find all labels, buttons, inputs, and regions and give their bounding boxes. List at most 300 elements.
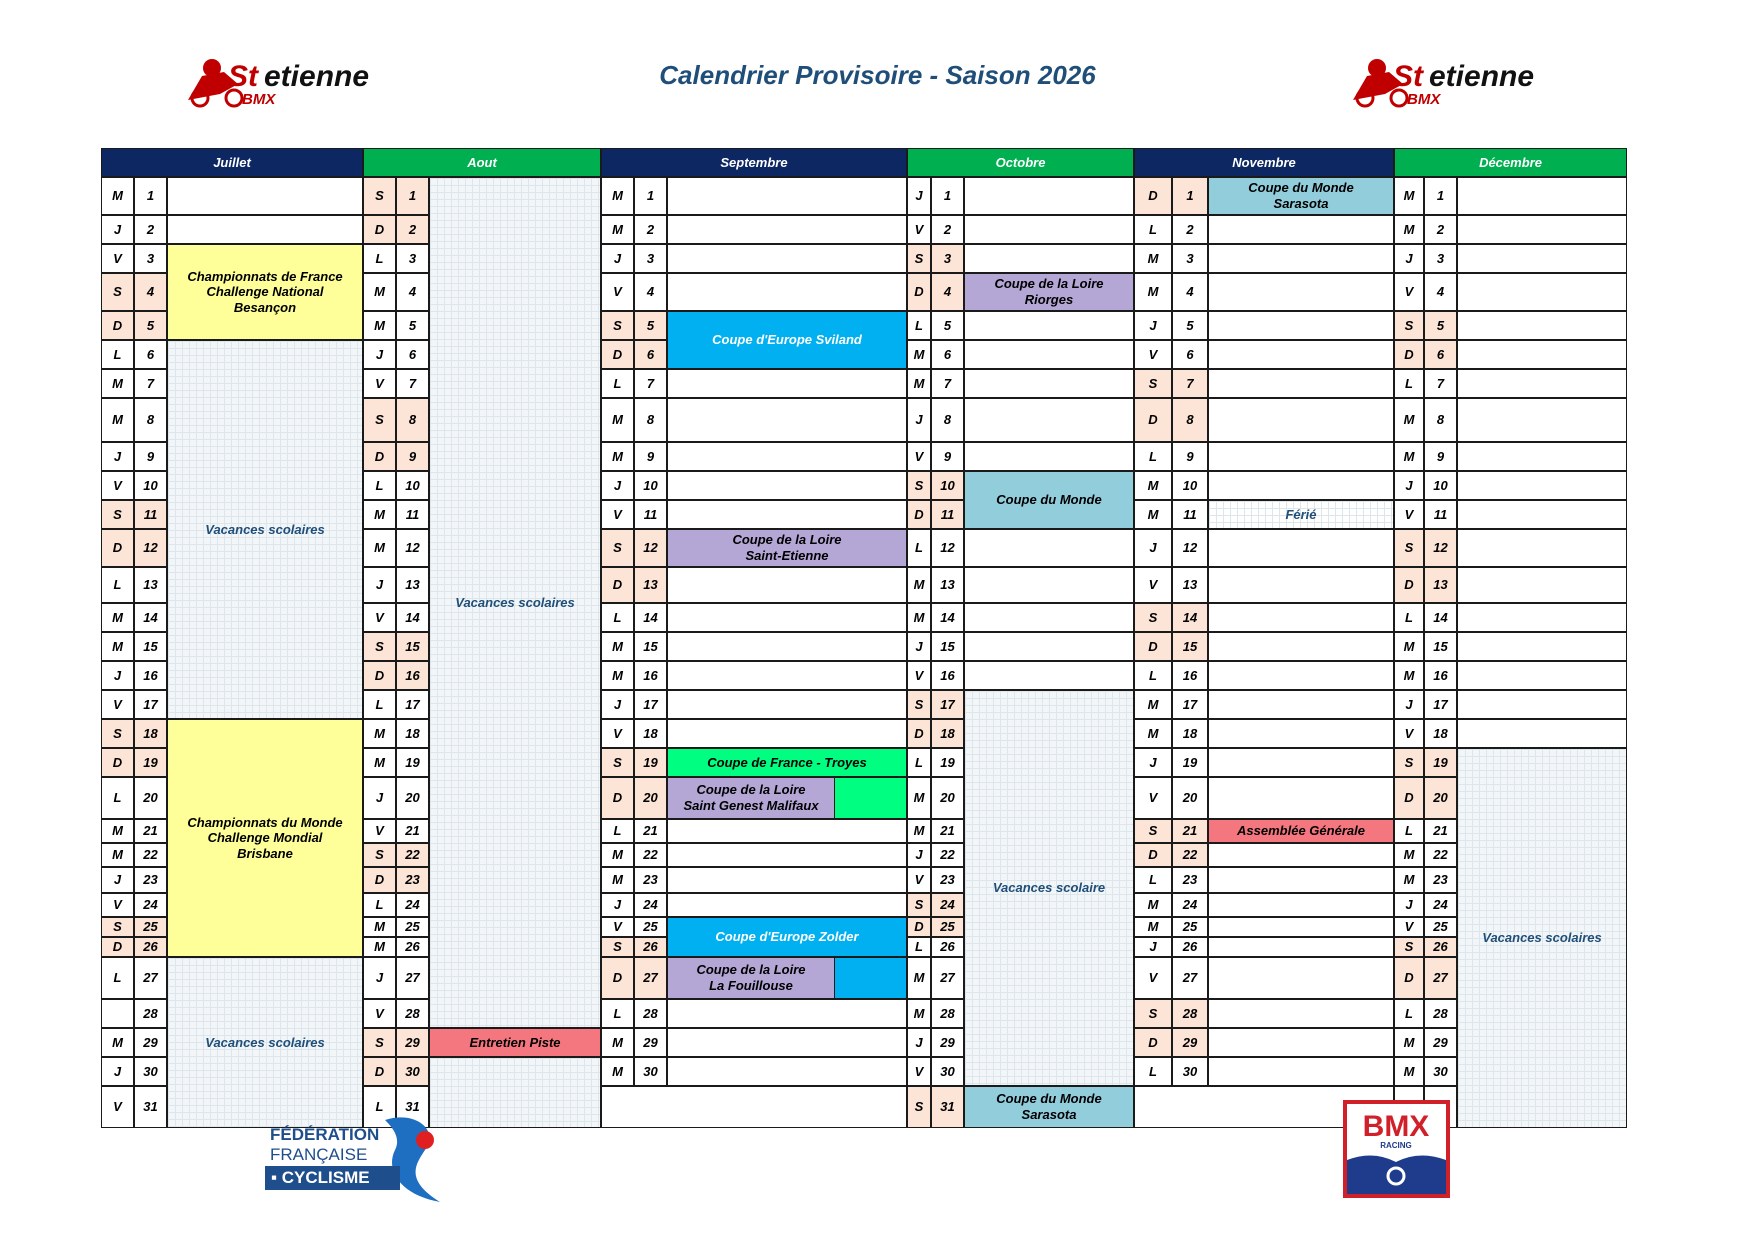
empty-event-cell xyxy=(1457,529,1627,567)
empty-event-cell xyxy=(1457,215,1627,244)
empty-event-cell xyxy=(667,567,907,603)
day-number: 31 xyxy=(931,1086,964,1128)
day-letter xyxy=(101,999,134,1028)
day-letter: D xyxy=(601,567,634,603)
day-number: 11 xyxy=(634,500,667,529)
empty-event-cell xyxy=(1208,893,1394,917)
day-letter: M xyxy=(601,661,634,690)
day-letter: S xyxy=(907,244,931,273)
event-label: Coupe du Monde xyxy=(996,1091,1102,1107)
day-number: 6 xyxy=(634,340,667,369)
day-number: 13 xyxy=(634,567,667,603)
day-number: 6 xyxy=(134,340,167,369)
day-number: 4 xyxy=(1424,273,1457,311)
day-number: 1 xyxy=(931,177,964,215)
day-number: 6 xyxy=(396,340,429,369)
day-number: 17 xyxy=(1172,690,1208,719)
day-letter: J xyxy=(363,777,396,819)
day-letter: D xyxy=(601,340,634,369)
day-number: 13 xyxy=(1424,567,1457,603)
day-letter: D xyxy=(1394,567,1424,603)
day-letter: J xyxy=(101,867,134,893)
day-number: 5 xyxy=(1172,311,1208,340)
empty-event-cell xyxy=(964,215,1134,244)
day-letter: M xyxy=(101,177,134,215)
day-number: 5 xyxy=(634,311,667,340)
day-number: 7 xyxy=(634,369,667,398)
empty-event-cell xyxy=(667,893,907,917)
day-number: 12 xyxy=(1172,529,1208,567)
day-number: 2 xyxy=(134,215,167,244)
event-label: Coupe de France - Troyes xyxy=(707,754,867,770)
day-letter: V xyxy=(907,867,931,893)
day-letter: L xyxy=(1394,999,1424,1028)
event-cell xyxy=(167,215,363,244)
empty-event-cell xyxy=(1457,442,1627,471)
day-letter: L xyxy=(601,819,634,843)
day-number: 10 xyxy=(1172,471,1208,500)
day-number: 3 xyxy=(931,244,964,273)
empty-event-cell xyxy=(1457,567,1627,603)
day-letter: M xyxy=(101,843,134,867)
day-number: 21 xyxy=(634,819,667,843)
day-letter: J xyxy=(1134,529,1172,567)
event-cell xyxy=(667,311,907,369)
day-letter: M xyxy=(601,1057,634,1086)
day-letter: M xyxy=(363,500,396,529)
day-letter: M xyxy=(601,177,634,215)
day-number: 15 xyxy=(396,632,429,661)
day-number: 31 xyxy=(396,1086,429,1128)
day-letter: M xyxy=(101,632,134,661)
day-number: 2 xyxy=(1424,215,1457,244)
day-letter: M xyxy=(1134,690,1172,719)
day-letter: L xyxy=(1394,603,1424,632)
day-letter: V xyxy=(907,1057,931,1086)
day-number: 20 xyxy=(634,777,667,819)
empty-event-cell xyxy=(667,819,907,843)
empty-event-cell xyxy=(1457,500,1627,529)
day-number: 4 xyxy=(134,273,167,311)
day-letter: J xyxy=(1134,937,1172,957)
svg-text:etienne: etienne xyxy=(1429,60,1535,93)
day-letter: V xyxy=(363,819,396,843)
event-label: Sarasota xyxy=(1021,1107,1077,1122)
day-number: 4 xyxy=(634,273,667,311)
event-cell xyxy=(964,273,1134,311)
day-number: 3 xyxy=(396,244,429,273)
day-number: 11 xyxy=(1424,500,1457,529)
empty-event-cell xyxy=(1457,369,1627,398)
day-letter: M xyxy=(907,957,931,999)
empty-event-cell xyxy=(667,244,907,273)
day-number: 13 xyxy=(134,567,167,603)
day-number: 27 xyxy=(396,957,429,999)
day-letter: J xyxy=(363,957,396,999)
day-number: 22 xyxy=(134,843,167,867)
day-number: 8 xyxy=(634,398,667,442)
day-letter: D xyxy=(1134,398,1172,442)
day-number: 24 xyxy=(134,893,167,917)
day-letter: V xyxy=(1134,340,1172,369)
empty-event-cell xyxy=(964,603,1134,632)
day-letter: J xyxy=(101,1057,134,1086)
day-letter: D xyxy=(1134,632,1172,661)
empty-event-cell xyxy=(1208,843,1394,867)
event-label: Coupe du Monde xyxy=(1248,180,1354,196)
day-letter: V xyxy=(363,369,396,398)
day-number: 31 xyxy=(134,1086,167,1128)
event-cell xyxy=(667,777,835,819)
empty-event-cell xyxy=(667,690,907,719)
day-number: 28 xyxy=(1424,999,1457,1028)
event-label: Coupe d'Europe Sviland xyxy=(712,332,862,348)
day-number: 29 xyxy=(1172,1028,1208,1057)
day-letter: S xyxy=(907,690,931,719)
day-letter: M xyxy=(601,843,634,867)
month-header: Novembre xyxy=(1134,148,1394,177)
empty-event-cell xyxy=(1457,273,1627,311)
day-number: 22 xyxy=(396,843,429,867)
empty-event-cell xyxy=(667,603,907,632)
day-letter: L xyxy=(1134,661,1172,690)
day-number: 21 xyxy=(134,819,167,843)
day-number: 10 xyxy=(931,471,964,500)
day-number: 15 xyxy=(1172,632,1208,661)
day-number: 12 xyxy=(634,529,667,567)
day-letter: V xyxy=(1394,273,1424,311)
empty-event-cell xyxy=(964,567,1134,603)
day-letter: M xyxy=(101,398,134,442)
day-number: 13 xyxy=(931,567,964,603)
day-number: 23 xyxy=(1172,867,1208,893)
empty-event-cell xyxy=(1208,215,1394,244)
day-letter: M xyxy=(601,1028,634,1057)
event-cell xyxy=(1208,500,1394,529)
day-number: 8 xyxy=(1172,398,1208,442)
empty-event-cell xyxy=(964,369,1134,398)
event-label: La Fouillouse xyxy=(709,978,793,993)
day-number: 28 xyxy=(396,999,429,1028)
day-letter: L xyxy=(363,690,396,719)
day-letter: D xyxy=(363,661,396,690)
day-letter: M xyxy=(363,917,396,937)
day-number: 5 xyxy=(134,311,167,340)
day-number: 12 xyxy=(134,529,167,567)
day-letter: M xyxy=(101,369,134,398)
day-number: 11 xyxy=(931,500,964,529)
month-header: Aout xyxy=(363,148,601,177)
event-label: Sarasota xyxy=(1273,196,1329,211)
empty-event-cell xyxy=(1208,273,1394,311)
day-letter: L xyxy=(907,937,931,957)
day-number: 9 xyxy=(1424,442,1457,471)
empty-event-cell xyxy=(667,442,907,471)
day-letter: S xyxy=(1394,529,1424,567)
day-letter: S xyxy=(601,748,634,777)
day-number: 1 xyxy=(396,177,429,215)
day-letter: D xyxy=(907,917,931,937)
day-number: 23 xyxy=(134,867,167,893)
day-letter: M xyxy=(1394,661,1424,690)
day-letter: M xyxy=(601,398,634,442)
day-number: 17 xyxy=(134,690,167,719)
day-letter: L xyxy=(1134,1057,1172,1086)
day-letter: M xyxy=(907,567,931,603)
day-number: 5 xyxy=(931,311,964,340)
day-letter: J xyxy=(601,471,634,500)
day-number: 28 xyxy=(931,999,964,1028)
day-letter: V xyxy=(101,471,134,500)
day-number: 27 xyxy=(634,957,667,999)
day-letter: D xyxy=(363,867,396,893)
day-letter: V xyxy=(1134,957,1172,999)
event-cell xyxy=(167,340,363,719)
day-letter: D xyxy=(101,311,134,340)
event-label: Vacances scolaire xyxy=(992,880,1106,896)
day-letter: M xyxy=(907,369,931,398)
event-cell xyxy=(167,244,363,340)
day-letter: V xyxy=(1134,777,1172,819)
empty-event-cell xyxy=(667,843,907,867)
event-label: Besançon xyxy=(233,299,297,315)
day-number: 29 xyxy=(134,1028,167,1057)
day-letter: M xyxy=(1134,917,1172,937)
day-number: 1 xyxy=(1172,177,1208,215)
event-cell xyxy=(167,177,363,215)
empty-event-cell xyxy=(1208,471,1394,500)
day-letter: S xyxy=(601,311,634,340)
day-letter: M xyxy=(907,603,931,632)
day-letter: S xyxy=(907,893,931,917)
calendar-grid xyxy=(101,148,1627,1122)
day-number: 11 xyxy=(396,500,429,529)
day-number: 21 xyxy=(1172,819,1208,843)
day-letter: M xyxy=(1394,442,1424,471)
empty-row xyxy=(601,1086,907,1128)
event-label: Challenge National xyxy=(206,284,324,300)
month-header: Décembre xyxy=(1394,148,1627,177)
empty-event-cell xyxy=(667,1057,907,1086)
day-number: 27 xyxy=(931,957,964,999)
day-number: 4 xyxy=(396,273,429,311)
day-number: 26 xyxy=(1424,937,1457,957)
day-letter: D xyxy=(1394,957,1424,999)
day-number: 23 xyxy=(1424,867,1457,893)
day-number: 24 xyxy=(396,893,429,917)
day-number: 22 xyxy=(1172,843,1208,867)
day-letter: L xyxy=(1134,442,1172,471)
empty-event-cell xyxy=(1457,661,1627,690)
day-letter: L xyxy=(101,777,134,819)
empty-event-cell xyxy=(667,215,907,244)
empty-event-cell xyxy=(1208,917,1394,937)
day-letter: D xyxy=(101,529,134,567)
empty-event-cell xyxy=(1457,603,1627,632)
day-number: 2 xyxy=(931,215,964,244)
event-label: Coupe de la Loire xyxy=(696,782,806,798)
day-letter: L xyxy=(601,369,634,398)
day-number: 11 xyxy=(1172,500,1208,529)
day-letter: S xyxy=(1134,369,1172,398)
event-label: Riorges xyxy=(1024,292,1074,307)
day-number: 14 xyxy=(134,603,167,632)
day-number: 20 xyxy=(1172,777,1208,819)
day-letter: L xyxy=(1134,215,1172,244)
empty-event-cell xyxy=(1208,777,1394,819)
day-number: 29 xyxy=(931,1028,964,1057)
empty-event-cell xyxy=(667,1028,907,1057)
empty-event-cell xyxy=(1208,529,1394,567)
day-letter: V xyxy=(601,719,634,748)
day-letter: J xyxy=(101,661,134,690)
empty-event-cell xyxy=(964,311,1134,340)
day-letter: J xyxy=(907,843,931,867)
day-number: 9 xyxy=(931,442,964,471)
event-label: Championnats du Monde xyxy=(187,814,343,830)
event-cell xyxy=(667,529,907,567)
empty-event-cell xyxy=(964,529,1134,567)
svg-text:BMX: BMX xyxy=(242,91,276,108)
day-number: 22 xyxy=(931,843,964,867)
empty-event-cell xyxy=(1457,398,1627,442)
day-letter: S xyxy=(601,529,634,567)
day-number: 17 xyxy=(396,690,429,719)
day-letter: V xyxy=(907,661,931,690)
day-number: 22 xyxy=(634,843,667,867)
svg-text:BMX: BMX xyxy=(1407,91,1441,108)
day-letter: M xyxy=(601,215,634,244)
event-cell xyxy=(964,690,1134,1086)
day-number: 22 xyxy=(1424,843,1457,867)
day-letter: L xyxy=(363,471,396,500)
day-number: 26 xyxy=(1172,937,1208,957)
day-number: 14 xyxy=(634,603,667,632)
day-letter: V xyxy=(101,893,134,917)
day-number: 27 xyxy=(134,957,167,999)
empty-event-cell xyxy=(1208,369,1394,398)
day-letter: L xyxy=(363,893,396,917)
day-number: 4 xyxy=(931,273,964,311)
day-letter: D xyxy=(907,273,931,311)
empty-event-cell xyxy=(964,244,1134,273)
event-cell xyxy=(667,917,907,957)
day-letter: D xyxy=(601,777,634,819)
day-letter: V xyxy=(601,273,634,311)
day-number: 26 xyxy=(396,937,429,957)
day-number: 2 xyxy=(1172,215,1208,244)
day-number: 21 xyxy=(1424,819,1457,843)
empty-event-cell xyxy=(964,632,1134,661)
day-letter: M xyxy=(1134,244,1172,273)
day-number: 29 xyxy=(396,1028,429,1057)
day-letter: M xyxy=(601,442,634,471)
day-number: 12 xyxy=(396,529,429,567)
day-letter: J xyxy=(601,690,634,719)
empty-event-cell xyxy=(1208,748,1394,777)
day-number: 29 xyxy=(634,1028,667,1057)
event-label: Vacances scolaires xyxy=(205,1034,325,1050)
day-letter: M xyxy=(101,603,134,632)
empty-event-cell xyxy=(1208,661,1394,690)
day-letter: M xyxy=(1394,1028,1424,1057)
day-number: 30 xyxy=(1424,1057,1457,1086)
empty-event-cell xyxy=(1457,632,1627,661)
day-number: 26 xyxy=(634,937,667,957)
svg-text:FRANÇAISE: FRANÇAISE xyxy=(270,1145,368,1164)
day-letter: M xyxy=(363,529,396,567)
empty-event-cell xyxy=(667,273,907,311)
day-letter: S xyxy=(363,177,396,215)
day-number: 24 xyxy=(931,893,964,917)
svg-text:St: St xyxy=(1393,60,1423,93)
bmx-racing-logo xyxy=(1343,1100,1450,1198)
day-number: 4 xyxy=(1172,273,1208,311)
day-letter: M xyxy=(1394,215,1424,244)
day-number: 8 xyxy=(396,398,429,442)
empty-event-cell xyxy=(964,177,1134,215)
day-number: 1 xyxy=(634,177,667,215)
empty-event-cell xyxy=(1208,867,1394,893)
day-number: 21 xyxy=(931,819,964,843)
day-letter: D xyxy=(101,937,134,957)
day-letter: D xyxy=(1134,1028,1172,1057)
day-number: 2 xyxy=(634,215,667,244)
empty-event-cell xyxy=(1208,603,1394,632)
day-number: 18 xyxy=(1424,719,1457,748)
day-letter: M xyxy=(1394,398,1424,442)
day-letter: V xyxy=(907,442,931,471)
day-letter: D xyxy=(363,1057,396,1086)
day-letter: M xyxy=(1394,867,1424,893)
event-label: Entretien Piste xyxy=(469,1034,561,1050)
day-letter: L xyxy=(1394,819,1424,843)
svg-text:BMX: BMX xyxy=(1362,1110,1430,1143)
day-number: 18 xyxy=(1172,719,1208,748)
day-letter: S xyxy=(101,273,134,311)
day-number: 12 xyxy=(1424,529,1457,567)
empty-event-cell xyxy=(964,661,1134,690)
day-letter: L xyxy=(601,603,634,632)
day-letter: S xyxy=(601,937,634,957)
day-letter: M xyxy=(1394,177,1424,215)
empty-event-cell xyxy=(667,999,907,1028)
month-header: Octobre xyxy=(907,148,1134,177)
event-cell xyxy=(964,471,1134,529)
empty-event-cell xyxy=(1457,311,1627,340)
day-letter: S xyxy=(1394,311,1424,340)
day-number: 3 xyxy=(1424,244,1457,273)
day-number: 16 xyxy=(1172,661,1208,690)
event-cell xyxy=(1208,819,1394,843)
day-number: 16 xyxy=(134,661,167,690)
day-number: 17 xyxy=(931,690,964,719)
empty-event-cell xyxy=(667,369,907,398)
day-letter: M xyxy=(907,777,931,819)
day-letter: S xyxy=(363,1028,396,1057)
day-letter: V xyxy=(1394,917,1424,937)
empty-event-cell xyxy=(964,398,1134,442)
day-number: 10 xyxy=(396,471,429,500)
day-letter: V xyxy=(907,215,931,244)
event-label: Coupe d'Europe Zolder xyxy=(715,929,859,945)
empty-event-cell xyxy=(667,661,907,690)
day-letter: J xyxy=(601,244,634,273)
day-letter: L xyxy=(1134,867,1172,893)
event-label: Vacances scolaires xyxy=(1482,930,1602,946)
day-letter: M xyxy=(1394,1057,1424,1086)
event-label: Coupe du Monde xyxy=(996,492,1102,508)
